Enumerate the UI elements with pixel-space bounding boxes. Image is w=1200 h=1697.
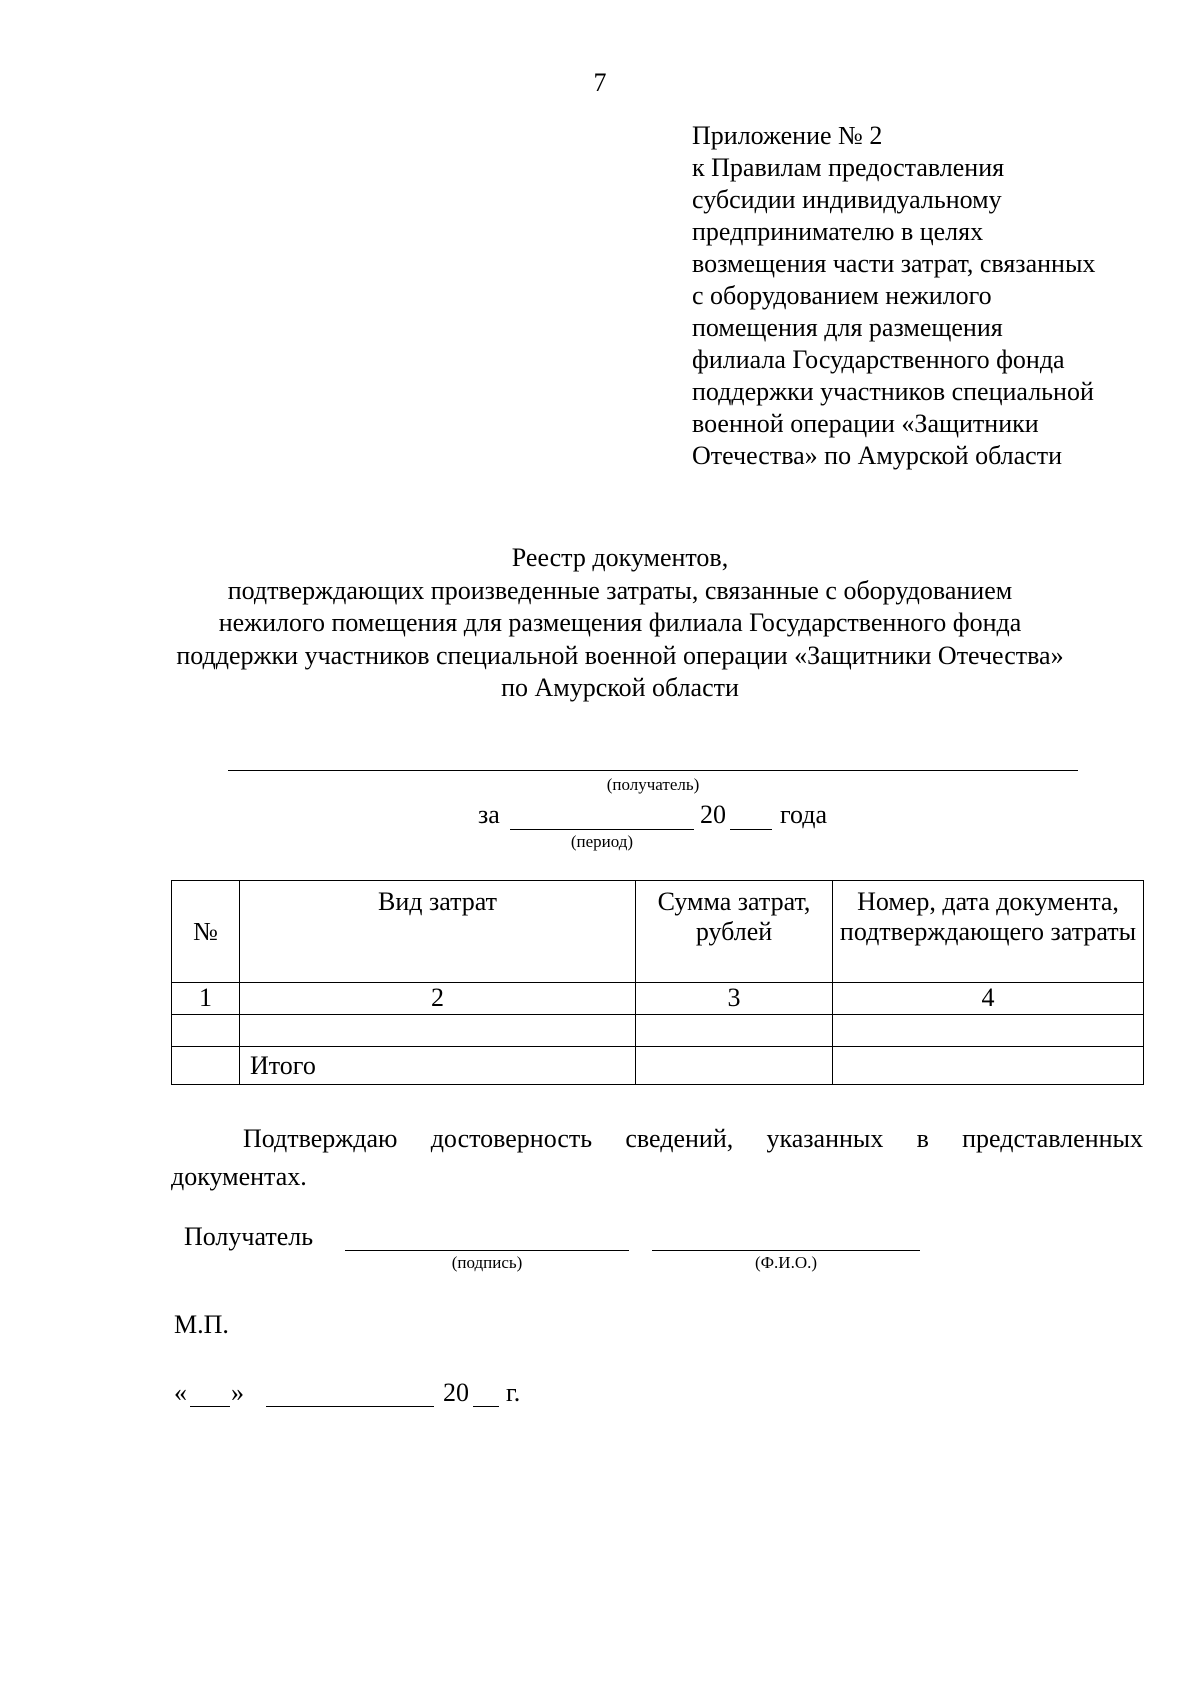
date-suffix: г. xyxy=(506,1378,521,1407)
period-year-line[interactable] xyxy=(730,829,772,830)
recipient-signature-label: Получатель xyxy=(184,1222,314,1251)
total-sum-cell[interactable] xyxy=(636,1047,833,1085)
date-year-line[interactable] xyxy=(473,1406,499,1407)
period-prefix: за xyxy=(478,800,500,829)
table-cell[interactable] xyxy=(833,1015,1144,1047)
recipient-caption: (получатель) xyxy=(606,775,700,794)
column-number: 4 xyxy=(833,983,1144,1015)
stamp-label: М.П. xyxy=(174,1310,229,1339)
registry-title-line: подтверждающих произведенные затраты, связанные с оборудованием xyxy=(227,575,1013,605)
appendix-line: к Правилам предоставления xyxy=(692,153,1005,182)
header-document-label: Номер, дата документа, подтверждающего затраты xyxy=(839,887,1137,946)
registry-title-line: по Амурской области xyxy=(501,673,739,702)
table-header-row xyxy=(172,881,1144,983)
confirmation-line: документах. xyxy=(171,1162,307,1191)
appendix-line: Отечества» по Амурской области xyxy=(692,441,1062,470)
table-cell[interactable] xyxy=(172,1047,240,1085)
appendix-line: с оборудованием нежилого xyxy=(692,281,992,310)
header-expense-type xyxy=(240,881,636,983)
appendix-line: Приложение № 2 xyxy=(692,121,883,150)
appendix-block xyxy=(692,120,1152,472)
registry-table xyxy=(171,880,1144,1085)
header-document xyxy=(833,881,1144,983)
table-cell[interactable] xyxy=(636,1015,833,1047)
header-expense-type-label: Вид затрат xyxy=(377,887,498,916)
registry-title-line: поддержки участников специальной военной операции «Защитники Отечества» xyxy=(176,640,1064,670)
name-caption: (Ф.И.О.) xyxy=(754,1253,818,1272)
date-close-quote: » xyxy=(231,1378,244,1407)
appendix-line: субсидии индивидуальному xyxy=(692,185,1002,214)
appendix-line: филиала Государственного фонда xyxy=(692,345,1065,374)
table-cell[interactable] xyxy=(172,1015,240,1047)
appendix-line: помещения для размещения xyxy=(692,313,1003,342)
name-field-line[interactable] xyxy=(652,1250,920,1251)
column-number: 1 xyxy=(172,983,240,1015)
period-caption: (период) xyxy=(570,832,634,851)
recipient-field-line[interactable] xyxy=(228,770,1078,771)
page-number: 7 xyxy=(593,68,607,97)
table-row xyxy=(172,1015,1144,1047)
header-expense-sum xyxy=(636,881,833,983)
date-day-line[interactable] xyxy=(190,1406,230,1407)
registry-title xyxy=(120,542,1120,705)
signature-caption: (подпись) xyxy=(451,1253,523,1272)
total-label: Итого xyxy=(240,1047,636,1085)
appendix-line: предпринимателю в целях xyxy=(692,217,984,246)
registry-title-line: нежилого помещения для размещения филиала Государственного фонда xyxy=(218,608,1022,637)
appendix-line: военной операции «Защитники xyxy=(692,409,1039,438)
period-field-line[interactable] xyxy=(510,829,694,830)
confirmation-paragraph xyxy=(171,1120,1143,1196)
date-open-quote: « xyxy=(174,1378,187,1407)
signature-field-line[interactable] xyxy=(345,1250,629,1251)
appendix-line: возмещения части затрат, связанных xyxy=(692,249,1096,278)
date-year-prefix: 20 xyxy=(443,1378,469,1407)
total-row xyxy=(172,1047,1144,1085)
table-cell[interactable] xyxy=(240,1015,636,1047)
period-suffix: года xyxy=(780,800,828,829)
appendix-line: поддержки участников специальной xyxy=(692,377,1094,406)
header-number: № xyxy=(172,881,240,983)
date-month-line[interactable] xyxy=(266,1406,434,1407)
column-number: 2 xyxy=(240,983,636,1015)
column-number-row xyxy=(172,983,1144,1015)
registry-title-line: Реестр документов, xyxy=(511,543,729,572)
confirmation-line: Подтверждаю достоверность сведений, указанных в представленных xyxy=(243,1124,1143,1153)
column-number: 3 xyxy=(636,983,833,1015)
header-expense-sum-label: Сумма затрат, рублей xyxy=(657,887,811,946)
table-cell[interactable] xyxy=(833,1047,1144,1085)
period-year-prefix: 20 xyxy=(700,800,726,829)
